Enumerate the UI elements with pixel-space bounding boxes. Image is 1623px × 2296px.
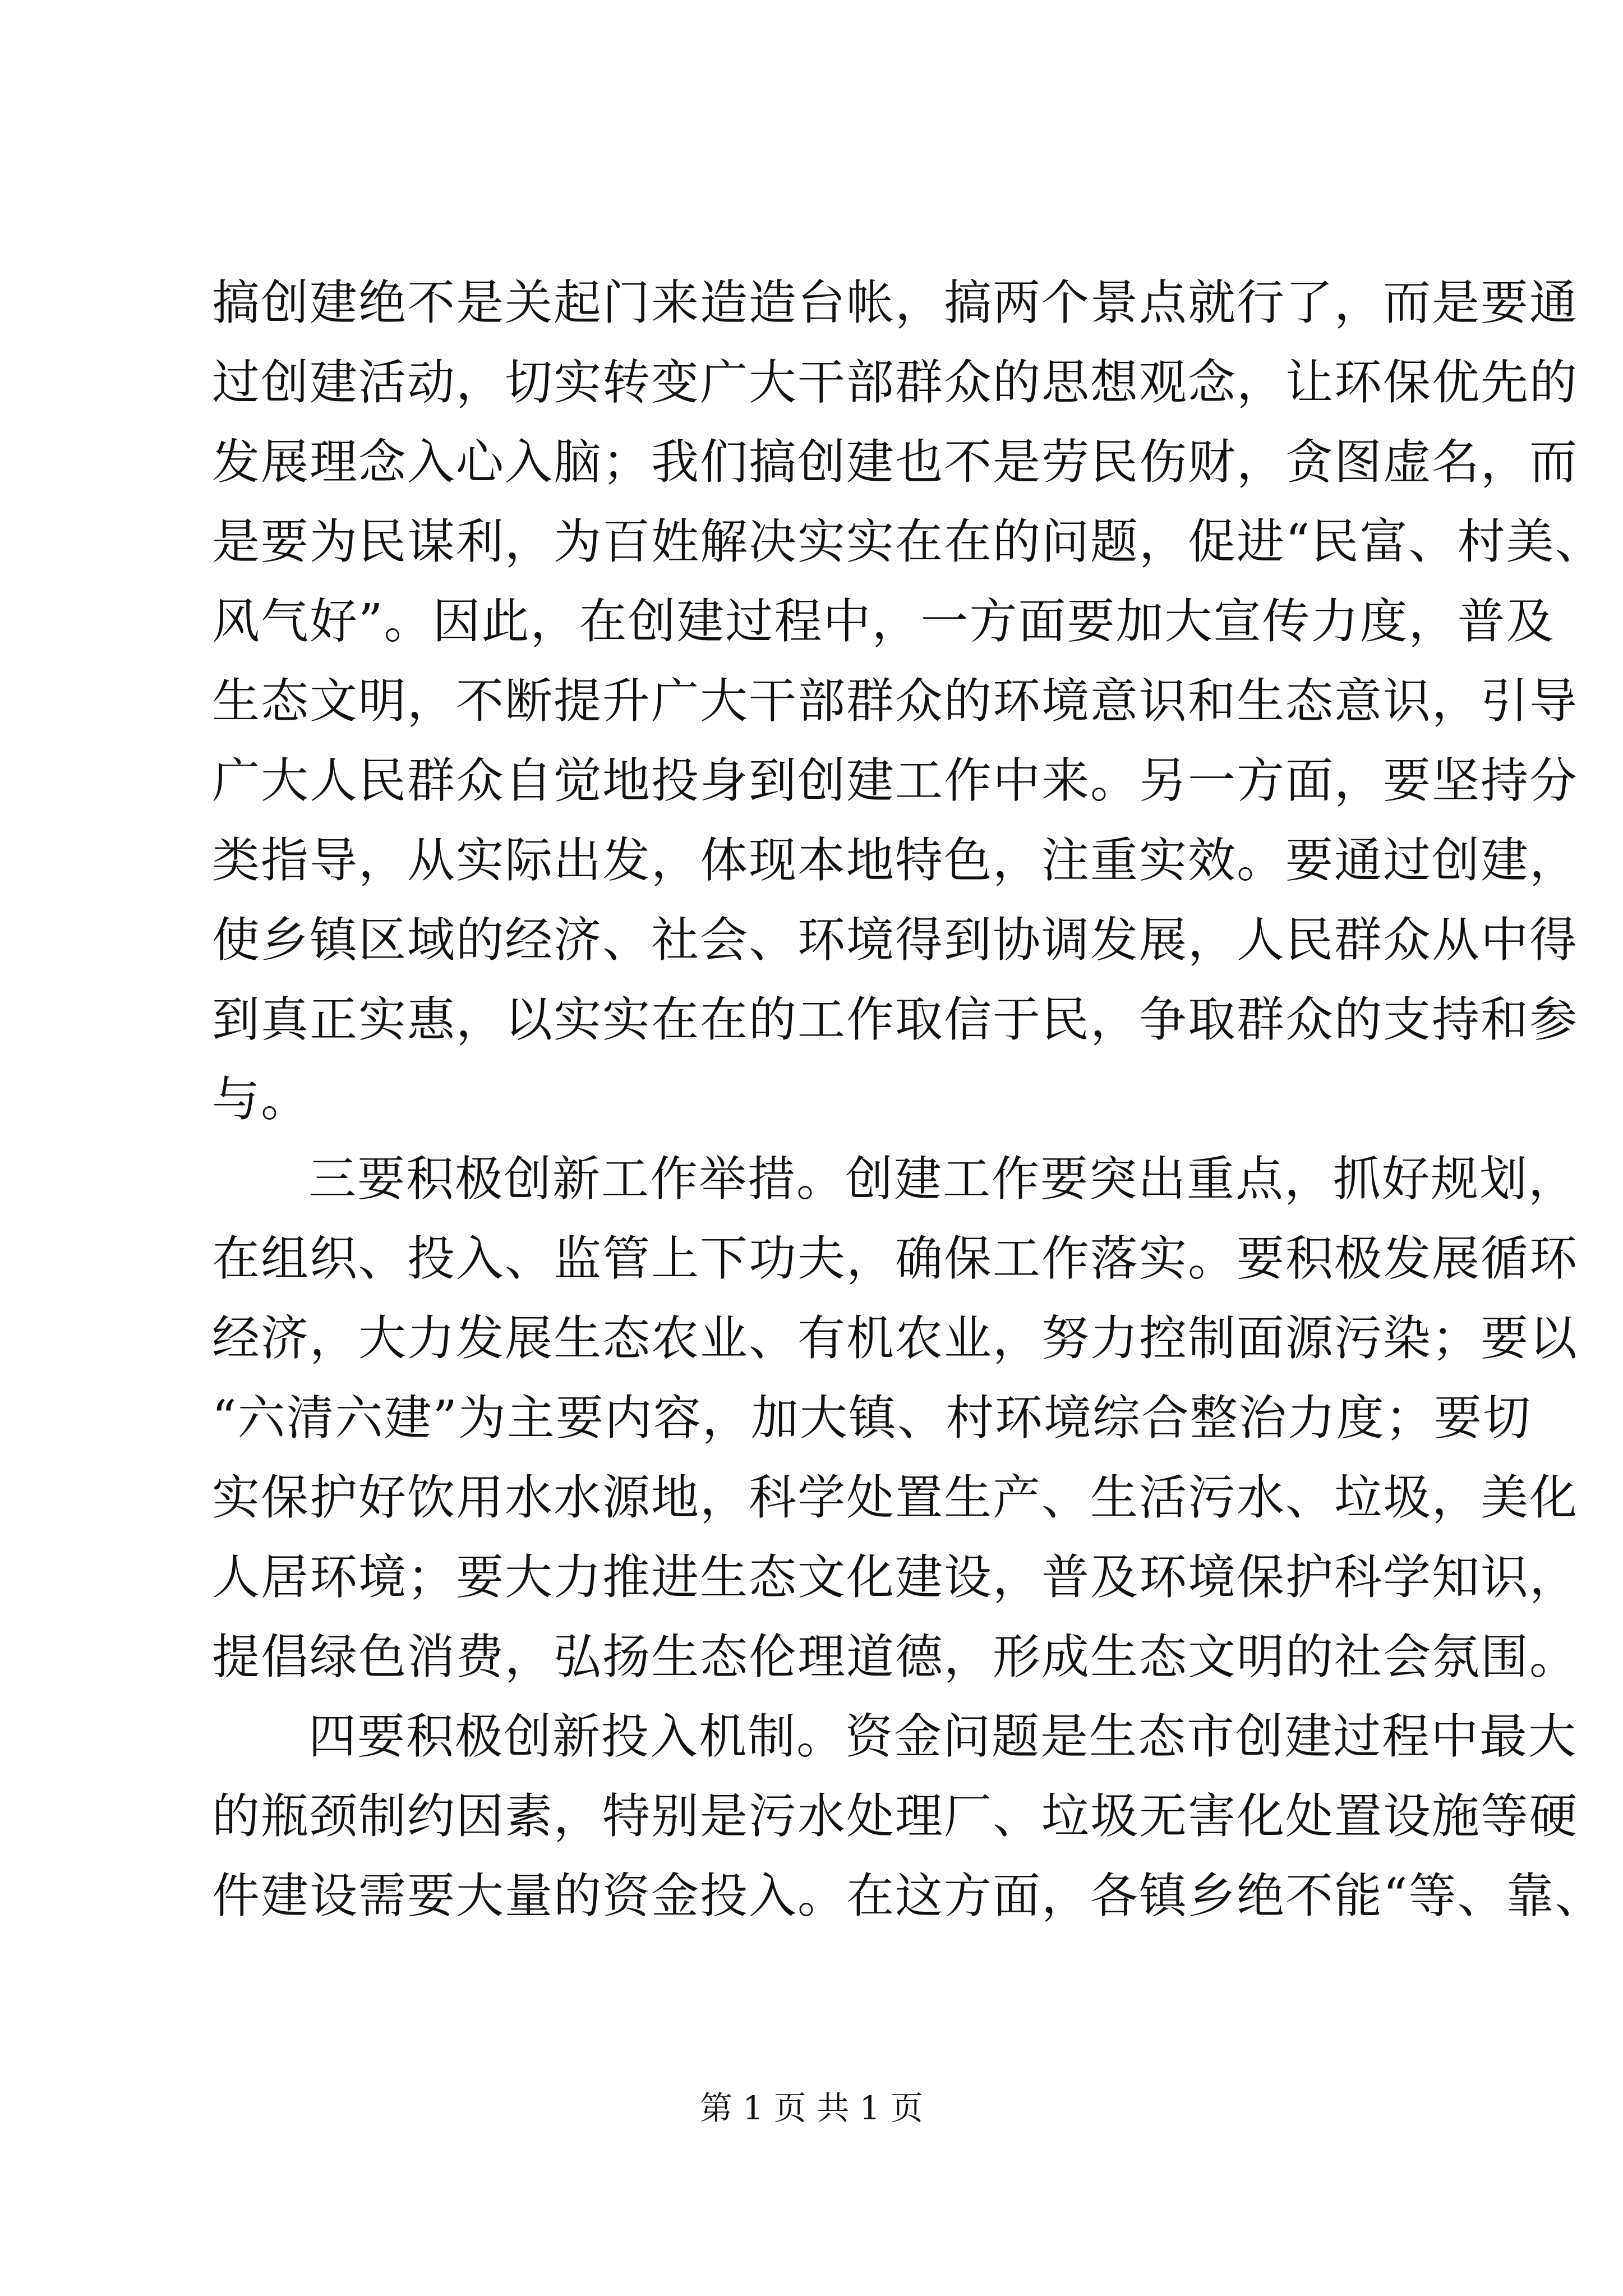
text-line: 使乡镇区域的经济、社会、环境得到协调发展，人民群众从中得 <box>212 913 1579 968</box>
text-line: 类指导，从实际出发，体现本地特色，注重实效。要通过创建， <box>212 833 1579 889</box>
text-line: 的瓶颈制约因素，特别是污水处理厂、垃圾无害化处置设施等硬 <box>212 1789 1579 1844</box>
text-line: 搞创建绝不是关起门来造造台帐，搞两个景点就行了，而是要通 <box>212 275 1579 331</box>
text-line: 实保护好饮用水水源地，科学处置生产、生活污水、垃圾，美化 <box>212 1470 1579 1526</box>
text-line: 是要为民谋利，为百姓解决实实在在的问题，促进“民富、村美、 <box>212 514 1604 570</box>
text-line: 广大人民群众自觉地投身到创建工作中来。另一方面，要坚持分 <box>212 753 1579 809</box>
text-line: 三要积极创新工作举措。创建工作要突出重点，抓好规划， <box>308 1152 1578 1207</box>
text-line: 与。 <box>212 1072 310 1128</box>
text-line: 四要积极创新投入机制。资金问题是生态市创建过程中最大 <box>308 1709 1578 1765</box>
text-line: 提倡绿色消费，弘扬生态伦理道德，形成生态文明的社会氛围。 <box>212 1630 1579 1685</box>
text-line: 到真正实惠，以实实在在的工作取信于民，争取群众的支持和参 <box>212 992 1579 1048</box>
text-line: 人居环境；要大力推进生态文化建设，普及环境保护科学知识， <box>212 1550 1579 1605</box>
text-line: 生态文明，不断提升广大干部群众的环境意识和生态意识，引导 <box>212 674 1579 729</box>
text-line: 在组织、投入、监管上下功夫，确保工作落实。要积极发展循环 <box>212 1231 1579 1287</box>
text-line: 经济，大力发展生态农业、有机农业，努力控制面源污染；要以 <box>212 1311 1579 1366</box>
text-line: 过创建活动，切实转变广大干部群众的思想观念，让环保优先的 <box>212 355 1579 411</box>
text-line: “六清六建”为主要内容，加大镇、村环境综合整治力度；要切 <box>212 1391 1532 1446</box>
document-body <box>212 264 1604 1936</box>
text-line: 件建设需要大量的资金投入。在这方面，各镇乡绝不能“等、靠、 <box>212 1869 1604 1924</box>
text-line: 发展理念入心入脑；我们搞创建也不是劳民伤财，贪图虚名，而 <box>212 435 1579 490</box>
text-line: 风气好”。因此，在创建过程中，一方面要加大宣传力度，普及 <box>212 594 1555 650</box>
page-footer: 第 1 页 共 1 页 <box>700 2089 923 2127</box>
